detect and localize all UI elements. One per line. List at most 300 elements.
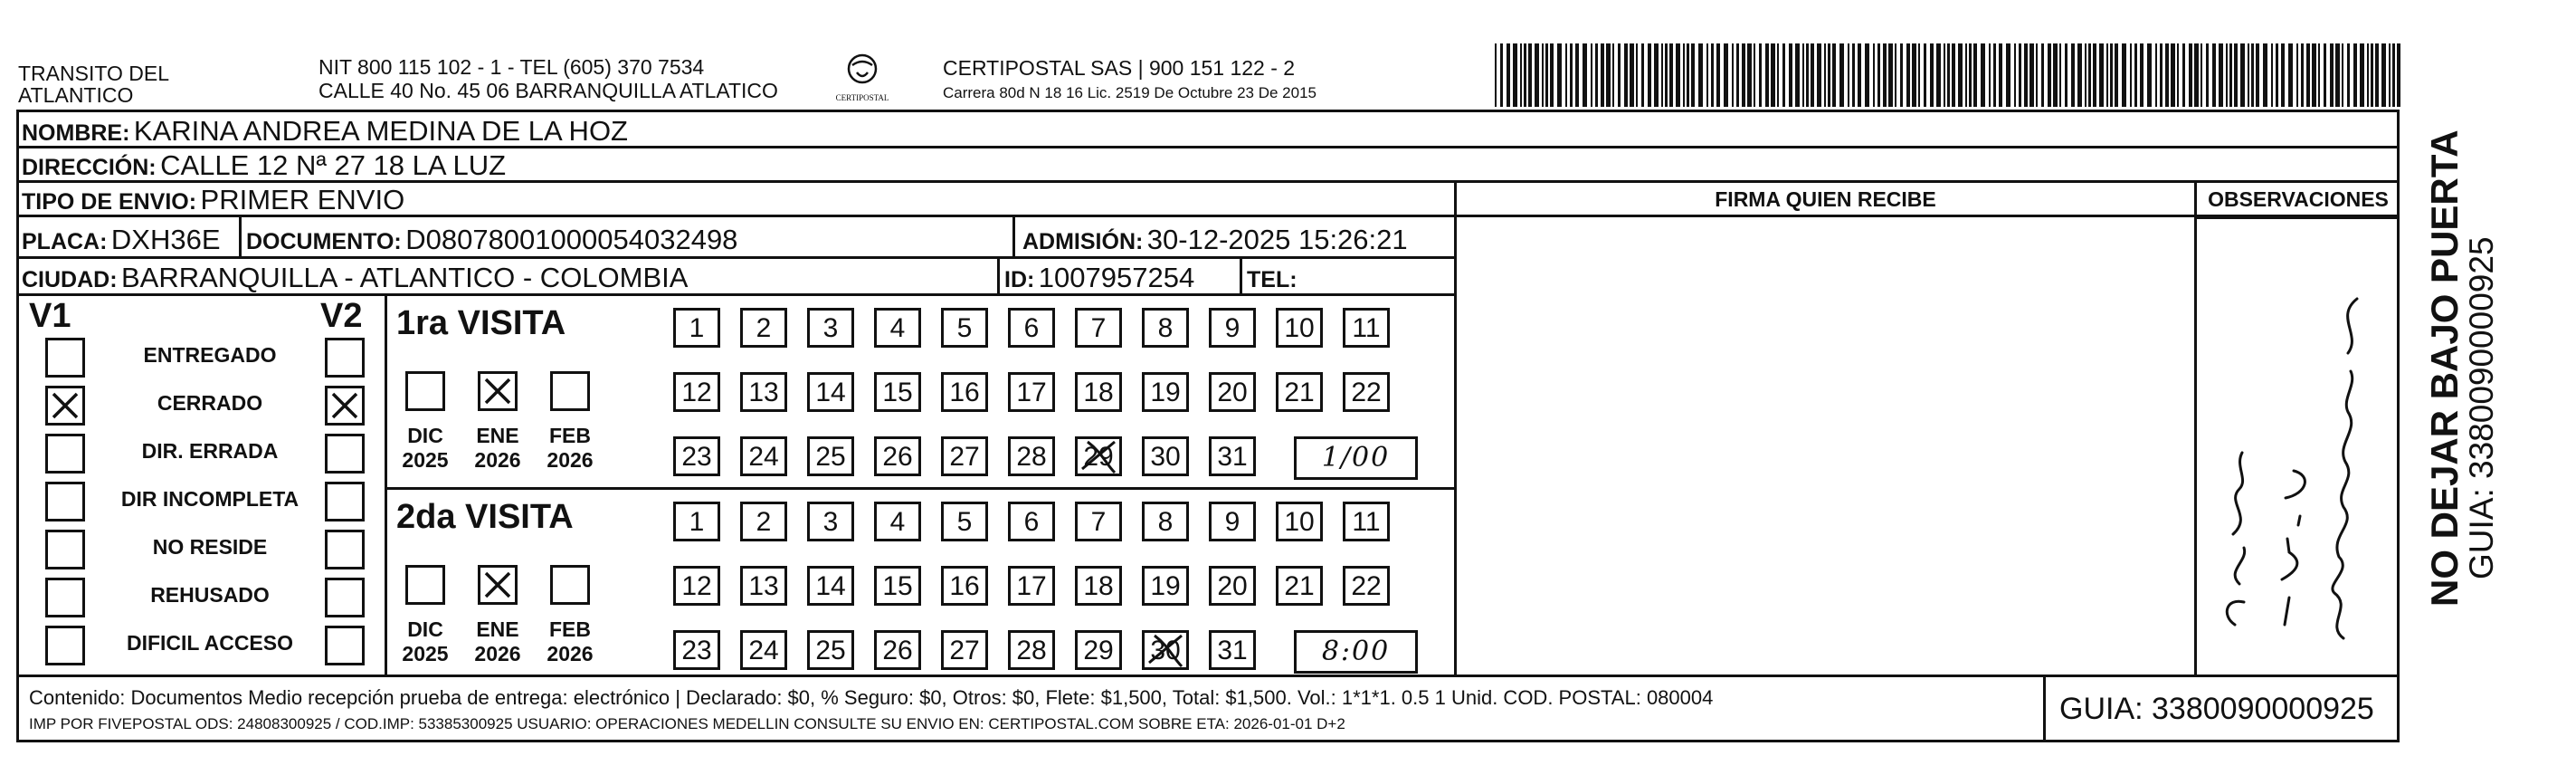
barcode-bar [1782, 43, 1785, 107]
day-box[interactable] [807, 436, 854, 476]
barcode-bar [2335, 43, 2340, 107]
time-box[interactable] [1294, 630, 1418, 674]
barcode-bar [1513, 43, 1517, 107]
name-field [22, 115, 628, 148]
side-warning: NO DEJAR BAJO PUERTA [2423, 129, 2466, 607]
day-box[interactable] [1008, 308, 1055, 348]
day-box[interactable] [874, 372, 921, 412]
barcode-bar [2053, 43, 2058, 107]
barcode-bar [1906, 43, 1910, 107]
barcode-bar [2106, 43, 2108, 107]
admission-value: 30-12-2025 15:26:21 [1146, 224, 1408, 255]
carrier-logo [831, 53, 894, 107]
barcode-bar [1824, 43, 1826, 107]
day-number: 31 [1217, 442, 1248, 472]
day-box[interactable] [941, 630, 988, 670]
barcode-bar [1661, 43, 1663, 107]
barcode-bar [1754, 43, 1755, 107]
barcode-bar [1900, 43, 1903, 107]
barcode-bar [2271, 43, 2273, 107]
month-year: 2026 [547, 642, 594, 665]
barcode-bar [2088, 43, 2091, 107]
day-number: 6 [1023, 313, 1040, 343]
day-box[interactable] [1142, 308, 1189, 348]
barcode-bar [2389, 43, 2391, 107]
barcode-bar [1777, 43, 1779, 107]
day-box[interactable] [1276, 502, 1323, 541]
month-name: ENE [476, 617, 519, 641]
barcode-bar [2324, 43, 2326, 107]
day-box[interactable] [1209, 630, 1256, 670]
barcode-bar [2229, 43, 2232, 107]
month-year: 2026 [474, 448, 521, 472]
barcode-bar [1601, 43, 1604, 107]
footer-print-line: IMP POR FIVEPOSTAL ODS: 24808300925 / COD.IMP: 53385300925 USUARIO: OPERACIONES MEDELLIN CONSULTE SU ENVIO EN: CERTIPOSTAL.COM SOBRE ETA: 2026-01-01 D+2 [29, 715, 1345, 732]
month-checkbox[interactable] [550, 371, 590, 411]
day-number: 26 [882, 636, 913, 665]
document-field [246, 224, 737, 256]
barcode-bar [1771, 43, 1775, 107]
month-checkbox[interactable] [478, 371, 518, 411]
handwritten-observations [2199, 226, 2398, 670]
barcode-bar [2330, 43, 2334, 107]
month-label [394, 424, 457, 473]
v2-checkbox[interactable] [325, 578, 365, 617]
barcode-bar [2140, 43, 2143, 107]
barcode-bar [1802, 43, 1804, 107]
day-box[interactable] [807, 372, 854, 412]
day-box[interactable] [1008, 502, 1055, 541]
barcode-bar [1811, 43, 1814, 107]
sender-block [18, 62, 169, 106]
tel-label: TEL: [1247, 267, 1298, 292]
day-box[interactable] [673, 308, 720, 348]
barcode-bar [1606, 43, 1611, 107]
day-number: 9 [1224, 507, 1240, 537]
day-number: 5 [956, 507, 973, 537]
barcode-bar [1848, 43, 1849, 107]
city-label: CIUDAD: [22, 267, 118, 292]
day-number: 24 [748, 636, 779, 665]
barcode-bar [2256, 43, 2259, 107]
barcode-bar [2077, 43, 2082, 107]
v1-checkbox[interactable] [45, 386, 85, 426]
barcode-bar [1806, 43, 1809, 107]
barcode-bar [2288, 43, 2293, 107]
v2-label: V2 [320, 297, 363, 335]
barcode-bar [1832, 43, 1836, 107]
day-box[interactable] [1142, 436, 1189, 476]
v1-checkbox[interactable] [45, 338, 85, 378]
barcode-bar [1706, 43, 1708, 107]
barcode-bar [2251, 43, 2254, 107]
barcode-bar [1557, 43, 1562, 107]
barcode-bar [2201, 43, 2202, 107]
day-box[interactable] [941, 566, 988, 606]
day-box[interactable] [1343, 502, 1390, 541]
day-number: 3 [822, 313, 839, 343]
v2-checkbox[interactable] [325, 626, 365, 665]
barcode-bar [1888, 43, 1893, 107]
day-number: 21 [1284, 571, 1315, 601]
barcode-bar [1736, 43, 1739, 107]
day-box[interactable] [874, 436, 921, 476]
day-box[interactable] [740, 372, 787, 412]
day-number: 8 [1157, 507, 1174, 537]
day-number: 22 [1351, 378, 1382, 407]
check-mark-icon [48, 388, 82, 423]
barcode-bar [1535, 43, 1539, 107]
day-box[interactable] [740, 436, 787, 476]
day-box[interactable] [1209, 372, 1256, 412]
barcode-bar [1648, 43, 1651, 107]
day-box[interactable] [673, 630, 720, 670]
ship-type-label: TIPO DE ENVIO: [22, 189, 197, 215]
barcode-bar [1570, 43, 1573, 107]
day-box[interactable] [740, 502, 787, 541]
barcode-bar [1591, 43, 1592, 107]
barcode-bar [1895, 43, 1896, 107]
day-box[interactable] [1075, 566, 1122, 606]
v1-checkbox[interactable] [45, 434, 85, 474]
barcode-bar [1873, 43, 1875, 107]
barcode [1495, 43, 2408, 107]
day-box[interactable] [874, 566, 921, 606]
day-number: 20 [1217, 378, 1248, 407]
logo-text: CERTIPOSTAL [835, 93, 889, 102]
barcode-bar [1612, 43, 1614, 107]
barcode-bar [2301, 43, 2304, 107]
v2-checkbox[interactable] [325, 386, 365, 426]
day-number: 30 [1150, 636, 1181, 665]
day-number: 27 [949, 442, 980, 472]
day-number: 14 [815, 378, 846, 407]
day-number: 13 [748, 571, 779, 601]
barcode-bar [2024, 43, 2028, 107]
day-box[interactable] [1142, 502, 1189, 541]
barcode-bar [1742, 43, 1745, 107]
day-number: 19 [1150, 571, 1181, 601]
check-mark-icon [328, 388, 362, 423]
day-box[interactable] [673, 372, 720, 412]
day-box[interactable] [1209, 566, 1256, 606]
footer-guide-number: GUIA: 3380090000925 [2059, 692, 2374, 726]
v2-checkbox[interactable] [325, 434, 365, 474]
barcode-bar [2182, 43, 2185, 107]
handwritten-time: 8:00 [1321, 636, 1391, 667]
month-checkbox[interactable] [405, 565, 445, 605]
day-number: 2 [756, 507, 772, 537]
barcode-bar [1542, 43, 1544, 107]
check-mark-icon [480, 374, 515, 408]
tel-field [1247, 262, 1298, 294]
day-box[interactable] [874, 308, 921, 348]
barcode-bar [2312, 43, 2316, 107]
sender-nit: NIT 800 115 102 - 1 - TEL (605) 370 7534 [318, 55, 705, 79]
barcode-bar [1858, 43, 1861, 107]
barcode-bar [2353, 43, 2357, 107]
name-label: NOMBRE: [22, 120, 130, 146]
day-box[interactable] [740, 566, 787, 606]
day-box[interactable] [1075, 436, 1122, 476]
status-option-label: REHUSADO [150, 583, 270, 607]
city-value: BARRANQUILLA - ATLANTICO - COLOMBIA [121, 262, 689, 293]
barcode-bar [1924, 43, 1926, 107]
barcode-bar [2155, 43, 2157, 107]
barcode-bar [2165, 43, 2169, 107]
day-box[interactable] [1276, 566, 1323, 606]
barcode-bar [2347, 43, 2350, 107]
day-box[interactable] [1209, 436, 1256, 476]
barcode-bar [2263, 43, 2267, 107]
v1-label: V1 [29, 297, 71, 335]
day-box[interactable] [1276, 308, 1323, 348]
day-box[interactable] [807, 308, 854, 348]
month-year: 2025 [402, 448, 449, 472]
carrier-block [943, 55, 1317, 106]
day-box[interactable] [1343, 308, 1390, 348]
barcode-bar [2099, 43, 2104, 107]
barcode-bar [1918, 43, 1920, 107]
month-label [466, 617, 529, 666]
day-number: 17 [1016, 378, 1047, 407]
sender-name-line1: TRANSITO DEL [18, 62, 169, 85]
barcode-bar [1676, 43, 1680, 107]
barcode-bar [2226, 43, 2228, 107]
v2-checkbox[interactable] [325, 482, 365, 521]
time-box[interactable] [1294, 436, 1418, 480]
month-name: DIC [407, 424, 443, 447]
month-label [466, 424, 529, 473]
v1-checkbox[interactable] [45, 626, 85, 665]
barcode-bar [1765, 43, 1769, 107]
city-field [22, 262, 688, 294]
visit-title: 1ra VISITA [396, 304, 566, 342]
month-checkbox[interactable] [478, 565, 518, 605]
barcode-bar [2240, 43, 2245, 107]
day-box[interactable] [941, 502, 988, 541]
barcode-bar [1669, 43, 1673, 107]
barcode-bars [1495, 43, 2400, 107]
barcode-bar [2147, 43, 2152, 107]
day-box[interactable] [740, 630, 787, 670]
month-name: FEB [549, 617, 591, 641]
barcode-bar [2189, 43, 2192, 107]
day-box[interactable] [1008, 566, 1055, 606]
barcode-bar [1999, 43, 2002, 107]
admission-label: ADMISIÓN: [1022, 229, 1144, 254]
day-box[interactable] [1008, 436, 1055, 476]
barcode-bar [2036, 43, 2038, 107]
v1-checkbox[interactable] [45, 530, 85, 569]
day-mark-icon [1075, 436, 1122, 476]
day-box[interactable] [1343, 566, 1390, 606]
day-box[interactable] [874, 502, 921, 541]
day-number: 4 [889, 313, 906, 343]
barcode-bar [1930, 43, 1934, 107]
barcode-bar [1947, 43, 1950, 107]
day-box[interactable] [874, 630, 921, 670]
month-year: 2026 [547, 448, 594, 472]
barcode-bar [2375, 43, 2379, 107]
barcode-bar [2014, 43, 2016, 107]
barcode-bar [2122, 43, 2126, 107]
barcode-bar [1687, 43, 1689, 107]
address-value: CALLE 12 Nª 27 18 LA LUZ [160, 149, 507, 181]
day-number: 27 [949, 636, 980, 665]
day-box[interactable] [807, 566, 854, 606]
barcode-bar [1958, 43, 1963, 107]
day-box[interactable] [1075, 308, 1122, 348]
day-number: 13 [748, 378, 779, 407]
barcode-bar [1565, 43, 1567, 107]
status-option-label: DIFICIL ACCESO [126, 631, 293, 655]
side-guide: GUIA: 3380090000925 [2463, 236, 2500, 579]
barcode-bar [2130, 43, 2132, 107]
barcode-bar [1716, 43, 1720, 107]
barcode-bar [1683, 43, 1685, 107]
day-box[interactable] [941, 308, 988, 348]
month-name: DIC [407, 617, 443, 641]
admission-field [1022, 224, 1408, 256]
day-number: 15 [882, 378, 913, 407]
barcode-bar [2093, 43, 2096, 107]
status-option-label: DIR INCOMPLETA [120, 487, 299, 511]
barcode-bar [1759, 43, 1762, 107]
id-value: 1007957254 [1038, 262, 1195, 293]
day-number: 10 [1284, 313, 1315, 343]
month-checkbox[interactable] [405, 371, 445, 411]
day-number: 1 [689, 507, 705, 537]
ship-type-value: PRIMER ENVIO [200, 184, 405, 215]
plate-value: DXH36E [110, 224, 221, 255]
barcode-bar [2160, 43, 2163, 107]
day-box[interactable] [941, 436, 988, 476]
certipostal-logo-icon [831, 53, 894, 107]
barcode-bar [1583, 43, 1587, 107]
day-number: 4 [889, 507, 906, 537]
day-number: 18 [1083, 571, 1114, 601]
day-box[interactable] [673, 502, 720, 541]
day-number: 22 [1351, 571, 1382, 601]
carrier-license: Carrera 80d N 18 16 Lic. 2519 De Octubre 23 De 2015 [943, 84, 1317, 101]
barcode-bar [2306, 43, 2310, 107]
barcode-bar [1618, 43, 1621, 107]
day-box[interactable] [673, 566, 720, 606]
v1-checkbox[interactable] [45, 482, 85, 521]
sender-contact-block [318, 55, 778, 102]
plate-field [22, 224, 221, 256]
day-mark-icon [1142, 630, 1189, 670]
day-box[interactable] [1142, 566, 1189, 606]
day-box[interactable] [1008, 372, 1055, 412]
barcode-bar [1965, 43, 1967, 107]
barcode-bar [2206, 43, 2209, 107]
day-box[interactable] [1209, 308, 1256, 348]
handwritten-observations-scrawl [2227, 299, 2357, 638]
v1-checkbox[interactable] [45, 578, 85, 617]
day-number: 8 [1157, 313, 1174, 343]
v2-checkbox[interactable] [325, 338, 365, 378]
barcode-bar [1595, 43, 1598, 107]
barcode-bar [2397, 43, 2400, 107]
day-box[interactable] [1343, 372, 1390, 412]
barcode-bar [1912, 43, 1916, 107]
day-box[interactable] [1075, 630, 1122, 670]
barcode-bar [1654, 43, 1659, 107]
barcode-bar [1636, 43, 1638, 107]
day-box[interactable] [807, 502, 854, 541]
id-label: ID: [1004, 267, 1035, 292]
barcode-bar [1520, 43, 1522, 107]
barcode-bar [1852, 43, 1855, 107]
name-value: KARINA ANDREA MEDINA DE LA HOZ [133, 115, 628, 147]
barcode-bar [1828, 43, 1830, 107]
barcode-bar [2276, 43, 2278, 107]
barcode-bar [1665, 43, 1668, 107]
day-box[interactable] [1075, 502, 1122, 541]
day-number: 7 [1090, 507, 1107, 537]
barcode-bar [1817, 43, 1821, 107]
day-box[interactable] [673, 436, 720, 476]
month-year: 2026 [474, 642, 521, 665]
barcode-bar [1789, 43, 1792, 107]
barcode-bar [1641, 43, 1644, 107]
day-number: 20 [1217, 571, 1248, 601]
barcode-bar [2281, 43, 2285, 107]
barcode-bar [2318, 43, 2320, 107]
barcode-bar [1973, 43, 1977, 107]
day-number: 18 [1083, 378, 1114, 407]
month-name: ENE [476, 424, 519, 447]
day-box[interactable] [1142, 630, 1189, 670]
day-box[interactable] [941, 372, 988, 412]
barcode-bar [1711, 43, 1714, 107]
day-box[interactable] [1075, 372, 1122, 412]
barcode-bar [2381, 43, 2386, 107]
barcode-bar [1877, 43, 1880, 107]
day-number: 21 [1284, 378, 1315, 407]
check-mark-icon [480, 568, 515, 602]
day-number: 16 [949, 571, 980, 601]
day-number: 17 [1016, 571, 1047, 601]
day-box[interactable] [807, 630, 854, 670]
barcode-bar [2342, 43, 2343, 107]
barcode-bar [2065, 43, 2067, 107]
barcode-bar [2360, 43, 2364, 107]
day-box[interactable] [740, 308, 787, 348]
day-box[interactable] [1209, 502, 1256, 541]
day-box[interactable] [1008, 630, 1055, 670]
v2-checkbox[interactable] [325, 530, 365, 569]
barcode-bar [2019, 43, 2021, 107]
barcode-bar [2177, 43, 2179, 107]
day-number: 25 [815, 636, 846, 665]
status-option-label: ENTREGADO [143, 343, 277, 367]
id-field [1004, 262, 1194, 294]
day-box[interactable] [1142, 372, 1189, 412]
barcode-bar [2115, 43, 2118, 107]
barcode-bar [2194, 43, 2199, 107]
month-checkbox[interactable] [550, 565, 590, 605]
barcode-bar [1691, 43, 1695, 107]
barcode-bar [2085, 43, 2086, 107]
day-number: 10 [1284, 507, 1315, 537]
day-box[interactable] [1276, 372, 1323, 412]
ship-type-field [22, 184, 404, 216]
day-number: 28 [1016, 442, 1047, 472]
barcode-bar [2134, 43, 2137, 107]
